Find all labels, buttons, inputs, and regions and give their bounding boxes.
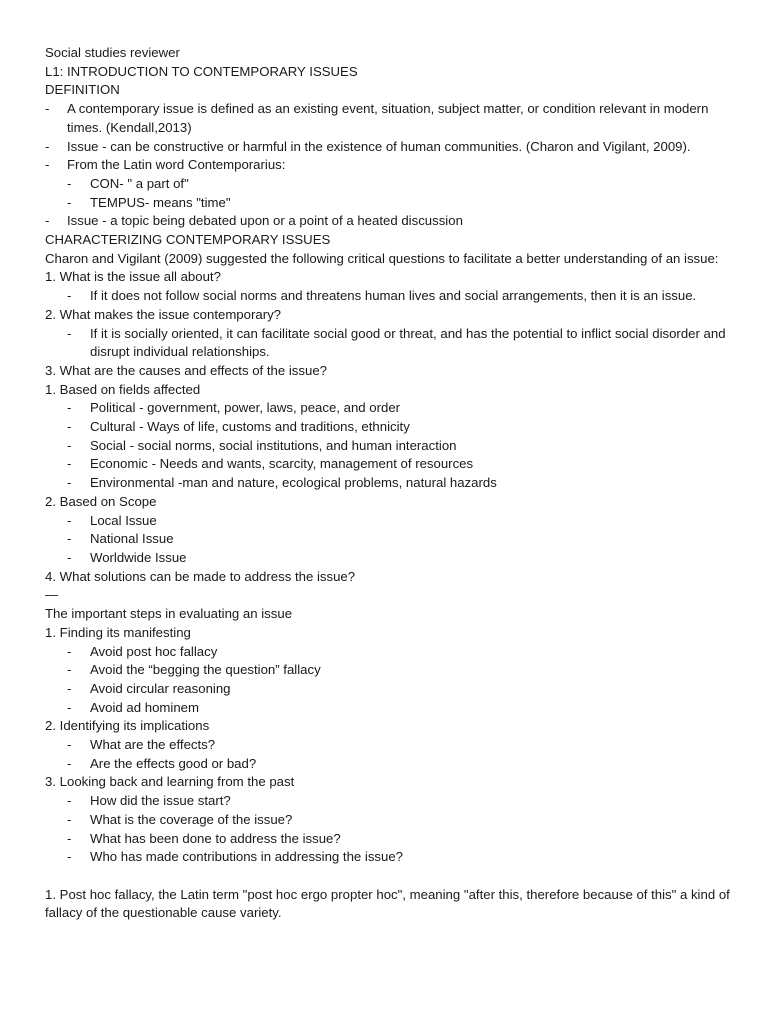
list-item: [45, 437, 738, 456]
characterizing-heading: CHARACTERIZING CONTEMPORARY ISSUES: [45, 232, 331, 248]
answer-text: If it does not follow social norms and threatens human lives and social arrangements, then it is an issue.: [90, 288, 697, 304]
step-3: 3. Looking back and learning from the past: [45, 774, 295, 790]
list-item: [45, 418, 738, 437]
bullet-dash: -: [67, 400, 72, 416]
latin-part: TEMPUS- means "time": [90, 194, 231, 210]
latin-part: CON- " a part of": [90, 175, 189, 191]
scope-heading: 2. Based on Scope: [45, 493, 157, 509]
fields-heading: 1. Based on fields affected: [45, 381, 201, 397]
list-item: [45, 399, 738, 418]
blank-line: [45, 867, 738, 886]
bullet-dash: -: [67, 662, 72, 678]
document-title: Social studies reviewer: [45, 45, 180, 60]
step-item-text: What are the effects?: [90, 737, 216, 753]
field-text: Economic - Needs and wants, scarcity, management of resources: [90, 456, 474, 472]
bullet-dash: -: [67, 512, 72, 528]
characterizing-intro: Charon and Vigilant (2009) suggested the following critical questions to facilitate a better understanding of an issue:: [45, 250, 719, 266]
list-item: [45, 212, 738, 231]
scope-text: National Issue: [90, 531, 174, 547]
list-item: [45, 138, 738, 157]
lesson-heading: L1: INTRODUCTION TO CONTEMPORARY ISSUES: [45, 63, 358, 79]
definition-heading: DEFINITION: [45, 82, 120, 98]
list-item: [45, 156, 738, 175]
list-item: [45, 100, 738, 137]
step-item-text: Avoid circular reasoning: [90, 680, 231, 696]
bullet-dash: -: [45, 138, 50, 154]
field-text: Environmental -man and nature, ecological problems, natural hazards: [90, 475, 497, 491]
step-item-text: Avoid the “begging the question” fallacy: [90, 662, 321, 678]
bullet-dash: -: [45, 157, 50, 173]
list-item: [45, 680, 738, 699]
scope-text: Local Issue: [90, 512, 157, 528]
bullet-dash: -: [67, 680, 72, 696]
bullet-dash: -: [67, 419, 72, 435]
list-item: [45, 549, 738, 568]
field-text: Social - social norms, social institutions, and human interaction: [90, 437, 457, 453]
bullet-dash: -: [67, 437, 72, 453]
bullet-dash: -: [67, 830, 72, 846]
bullet-dash: -: [67, 325, 72, 341]
step-item-text: Who has made contributions in addressing the issue?: [90, 849, 404, 865]
list-item: [45, 699, 738, 718]
list-item: [45, 848, 738, 867]
list-item: [45, 736, 738, 755]
bullet-dash: -: [67, 175, 72, 191]
step-item-text: What has been done to address the issue?: [90, 830, 341, 846]
list-item: [45, 194, 738, 213]
bullet-dash: -: [67, 699, 72, 715]
bullet-dash: -: [67, 288, 72, 304]
field-text: Cultural - Ways of life, customs and traditions, ethnicity: [90, 419, 410, 435]
answer-text: If it is socially oriented, it can facilitate social good or threat, and has the potential to inflict social disorder and disrupt individual relationships.: [90, 325, 726, 360]
bullet-dash: -: [67, 737, 72, 753]
list-item: [45, 811, 738, 830]
question-2: 2. What makes the issue contemporary?: [45, 306, 282, 322]
step-item-text: How did the issue start?: [90, 793, 231, 809]
bullet-dash: -: [67, 811, 72, 827]
list-item: [45, 755, 738, 774]
bullet-dash: -: [67, 475, 72, 491]
issue-debate-text: Issue - a topic being debated upon or a point of a heated discussion: [67, 213, 463, 229]
bullet-dash: -: [67, 849, 72, 865]
list-item: [45, 175, 738, 194]
question-4: 4. What solutions can be made to address the issue?: [45, 568, 356, 584]
list-item: [45, 287, 738, 306]
definition-text: From the Latin word Contemporarius:: [67, 157, 286, 173]
question-1: 1. What is the issue all about?: [45, 269, 221, 285]
question-3: 3. What are the causes and effects of the issue?: [45, 362, 327, 378]
step-item-text: What is the coverage of the issue?: [90, 811, 293, 827]
field-text: Political - government, power, laws, peace, and order: [90, 400, 401, 416]
step-item-text: Avoid ad hominem: [90, 699, 199, 715]
steps-heading: The important steps in evaluating an issue: [45, 606, 293, 622]
list-item: [45, 455, 738, 474]
list-item: [45, 830, 738, 849]
bullet-dash: -: [67, 194, 72, 210]
step-1: 1. Finding its manifesting: [45, 624, 191, 640]
definition-text: A contemporary issue is defined as an existing event, situation, subject matter, or condition relevant in modern times. (Kendall,2013): [67, 101, 709, 135]
footnote-text: 1. Post hoc fallacy, the Latin term "post hoc ergo propter hoc", meaning "after this, therefore because of this" a kind of fallacy of the questionable cause variety.: [45, 886, 730, 921]
bullet-dash: -: [67, 549, 72, 565]
separator: —: [45, 587, 59, 603]
step-item-text: Avoid post hoc fallacy: [90, 643, 218, 659]
list-item: [45, 530, 738, 549]
bullet-dash: -: [67, 531, 72, 547]
step-item-text: Are the effects good or bad?: [90, 755, 257, 771]
bullet-dash: -: [67, 643, 72, 659]
bullet-dash: -: [67, 793, 72, 809]
list-item: [45, 661, 738, 680]
bullet-dash: -: [67, 456, 72, 472]
scope-text: Worldwide Issue: [90, 549, 187, 565]
list-item: [45, 474, 738, 493]
definition-text: Issue - can be constructive or harmful in the existence of human communities. (Charon and Vigilant, 2009).: [67, 138, 691, 154]
list-item: [45, 643, 738, 662]
bullet-dash: -: [45, 213, 50, 229]
list-item: [45, 512, 738, 531]
bullet-dash: -: [45, 101, 50, 117]
list-item: [45, 325, 738, 362]
bullet-dash: -: [67, 755, 72, 771]
step-2: 2. Identifying its implications: [45, 718, 210, 734]
list-item: [45, 792, 738, 811]
